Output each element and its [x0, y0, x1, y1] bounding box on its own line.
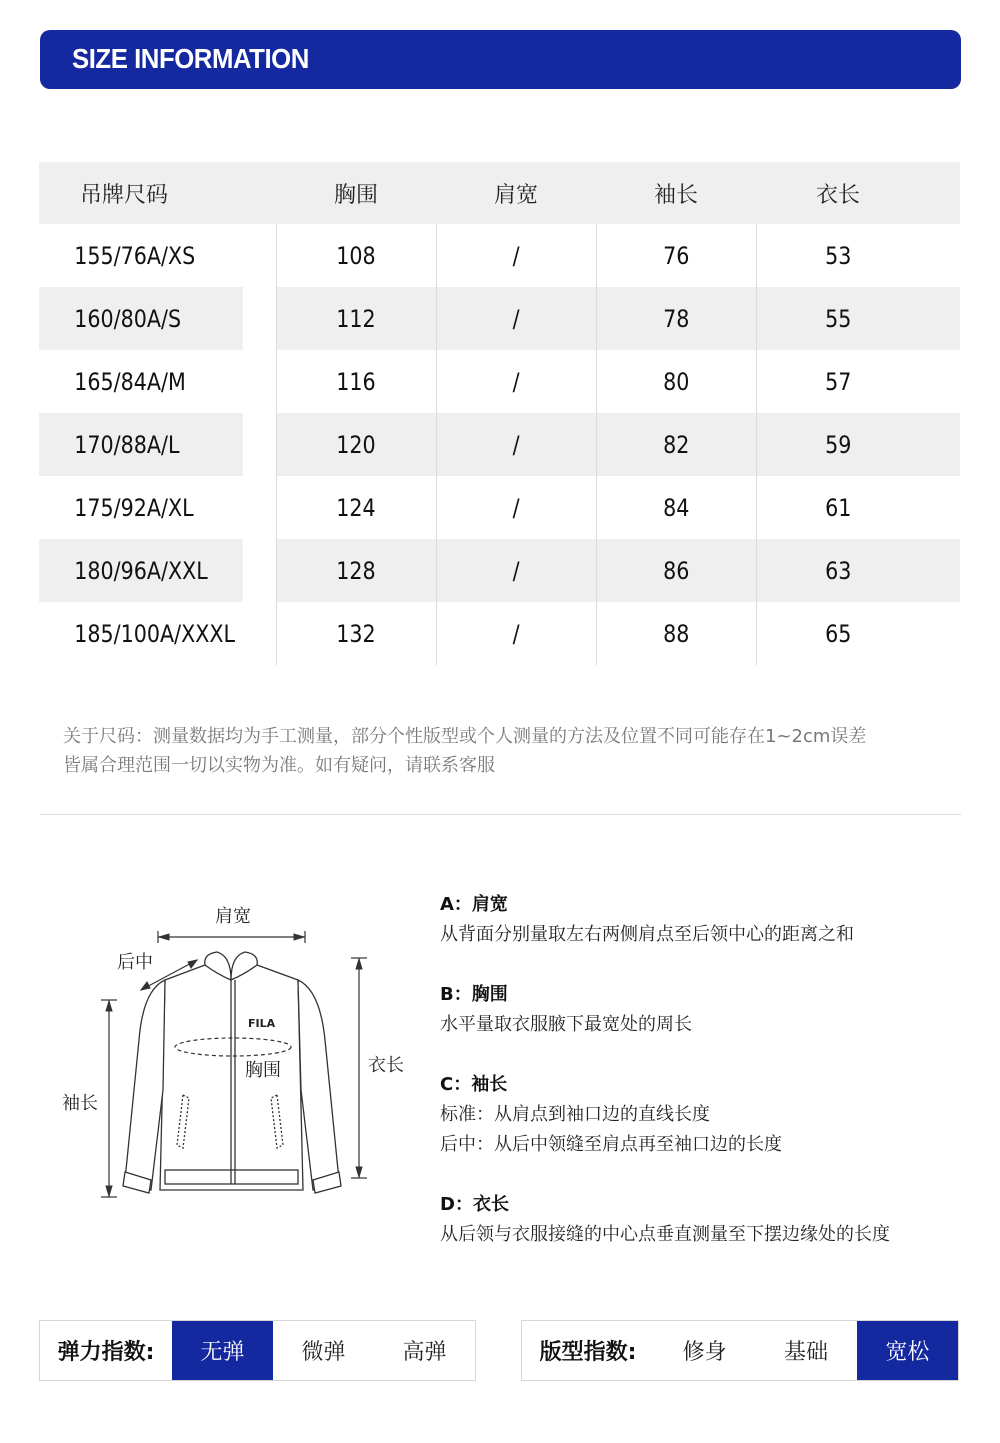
cell-value: / — [512, 430, 520, 459]
table-row — [39, 350, 960, 413]
cell-value: 57 — [825, 367, 852, 396]
measurement-descriptions — [440, 890, 980, 1280]
note-line-1: 关于尺码：测量数据均为手工测量，部分个性版型或个人测量的方法及位置不同可能存在1~2cm误差 — [63, 726, 867, 747]
table-cell — [596, 602, 756, 665]
cell-value: / — [512, 493, 520, 522]
table-cell — [756, 224, 960, 287]
cell-value: 80 — [662, 367, 690, 396]
cell-value: 84 — [662, 493, 690, 522]
sleeve-label: 袖长 — [62, 1093, 98, 1114]
cell-value: 63 — [825, 556, 852, 585]
cell-value: 128 — [336, 556, 376, 585]
table-cell — [756, 476, 960, 539]
fit-index — [521, 1320, 959, 1381]
stretch-option-none: 无弹 — [172, 1321, 273, 1380]
table-cell — [596, 350, 756, 413]
cell-tag-size: 170/88A/L — [39, 413, 243, 476]
cell-value: 132 — [336, 619, 376, 648]
description-line: 从后领与衣服接缝的中心点垂直测量至下摆边缘处的长度 — [440, 1224, 890, 1245]
table-row — [39, 287, 960, 350]
cell-value: 116 — [336, 367, 376, 396]
cell-tag-size: 160/80A/S — [39, 287, 243, 350]
description-line: 从背面分别量取左右两侧肩点至后领中心的距离之和 — [440, 924, 854, 945]
table-row — [39, 539, 960, 602]
cell-value: 53 — [825, 241, 852, 270]
table-cell — [276, 476, 436, 539]
description-item — [440, 980, 980, 1040]
table-cell — [276, 413, 436, 476]
cell-value: 76 — [662, 241, 690, 270]
stretch-option-high: 高弹 — [402, 1340, 447, 1365]
header-chest: 胸围 — [276, 162, 436, 224]
description-title: A：肩宽 — [440, 894, 508, 915]
description-title: B：胸围 — [440, 984, 508, 1005]
table-cell — [756, 287, 960, 350]
length-label: 衣长 — [368, 1055, 404, 1076]
table-cell — [756, 602, 960, 665]
table-cell — [436, 539, 596, 602]
header-length: 衣长 — [756, 162, 960, 224]
table-cell — [436, 350, 596, 413]
note-line-2: 皆属合理范围一切以实物为准。如有疑问，请联系客服 — [63, 755, 495, 776]
fit-index-label: 版型指数: — [539, 1340, 637, 1365]
table-cell — [276, 350, 436, 413]
divider — [40, 814, 961, 815]
table-cell — [596, 224, 756, 287]
table-cell — [756, 413, 960, 476]
description-title: C：袖长 — [440, 1074, 508, 1095]
sleeve-length-arrow — [101, 1000, 117, 1197]
fit-option-loose: 宽松 — [857, 1321, 958, 1380]
table-cell — [596, 476, 756, 539]
description-item — [440, 890, 980, 950]
table-cell — [436, 476, 596, 539]
table-cell — [276, 287, 436, 350]
table-row — [39, 413, 960, 476]
table-row — [39, 476, 960, 539]
description-line: 后中：从后中领缝至肩点再至袖口边的长度 — [440, 1134, 782, 1155]
fila-logo: FILA — [248, 1017, 276, 1030]
table-cell — [276, 539, 436, 602]
description-title: D：衣长 — [440, 1194, 509, 1215]
cell-tag-size: 185/100A/XXXL — [74, 619, 235, 648]
cell-value: / — [512, 304, 520, 333]
table-cell — [596, 413, 756, 476]
table-cell — [436, 287, 596, 350]
stretch-index-label: 弹力指数: — [57, 1340, 155, 1365]
cell-value: / — [512, 556, 520, 585]
table-cell — [756, 539, 960, 602]
table-header-row — [39, 162, 960, 224]
cell-value: / — [512, 619, 520, 648]
table-cell — [596, 287, 756, 350]
chest-label: 胸围 — [245, 1060, 281, 1081]
cell-tag-size: 155/76A/XS — [74, 241, 196, 270]
jacket-outline — [123, 952, 341, 1193]
description-item — [440, 1070, 980, 1160]
header-sleeve: 袖长 — [596, 162, 756, 224]
back-center-label: 后中 — [117, 952, 153, 973]
stretch-option-slight: 微弹 — [301, 1340, 346, 1365]
banner-title: SIZE INFORMATION — [72, 43, 309, 74]
cell-value: / — [512, 241, 520, 270]
header-tag-size: 吊牌尺码 — [39, 162, 276, 224]
cell-value: / — [512, 367, 520, 396]
size-note — [63, 722, 963, 780]
table-cell — [436, 224, 596, 287]
cell-value: 124 — [336, 493, 376, 522]
description-item — [440, 1190, 980, 1250]
cell-tag-size: 165/84A/M — [74, 367, 186, 396]
description-line: 水平量取衣服腋下最宽处的周长 — [440, 1014, 692, 1035]
cell-value: 86 — [662, 556, 690, 585]
table-cell — [276, 602, 436, 665]
table-row — [39, 602, 960, 665]
table-cell — [596, 539, 756, 602]
shoulder-width-arrow — [158, 931, 305, 943]
stretch-index — [39, 1320, 476, 1381]
length-arrow — [351, 958, 367, 1178]
cell-value: 65 — [825, 619, 852, 648]
cell-value: 59 — [825, 430, 852, 459]
table-row — [39, 224, 960, 287]
cell-tag-size: 180/96A/XXL — [39, 539, 243, 602]
cell-value: 112 — [336, 304, 376, 333]
table-cell — [276, 224, 436, 287]
table-cell — [756, 350, 960, 413]
cell-value: 61 — [825, 493, 852, 522]
cell-value: 88 — [662, 619, 690, 648]
cell-value: 55 — [825, 304, 852, 333]
cell-tag-size: 175/92A/XL — [74, 493, 194, 522]
table-cell — [436, 413, 596, 476]
fit-option-slim: 修身 — [682, 1340, 727, 1365]
cell-value: 120 — [336, 430, 376, 459]
header-shoulder: 肩宽 — [436, 162, 596, 224]
fit-option-regular: 基础 — [783, 1340, 828, 1365]
cell-value: 82 — [662, 430, 690, 459]
cell-value: 78 — [662, 304, 690, 333]
cell-value: 108 — [336, 241, 376, 270]
table-cell — [436, 602, 596, 665]
size-info-banner — [40, 30, 961, 89]
description-line: 标准：从肩点到袖口边的直线长度 — [440, 1104, 710, 1125]
size-table — [39, 162, 960, 665]
shoulder-label: 肩宽 — [215, 906, 251, 927]
jacket-measurement-diagram — [55, 890, 425, 1210]
